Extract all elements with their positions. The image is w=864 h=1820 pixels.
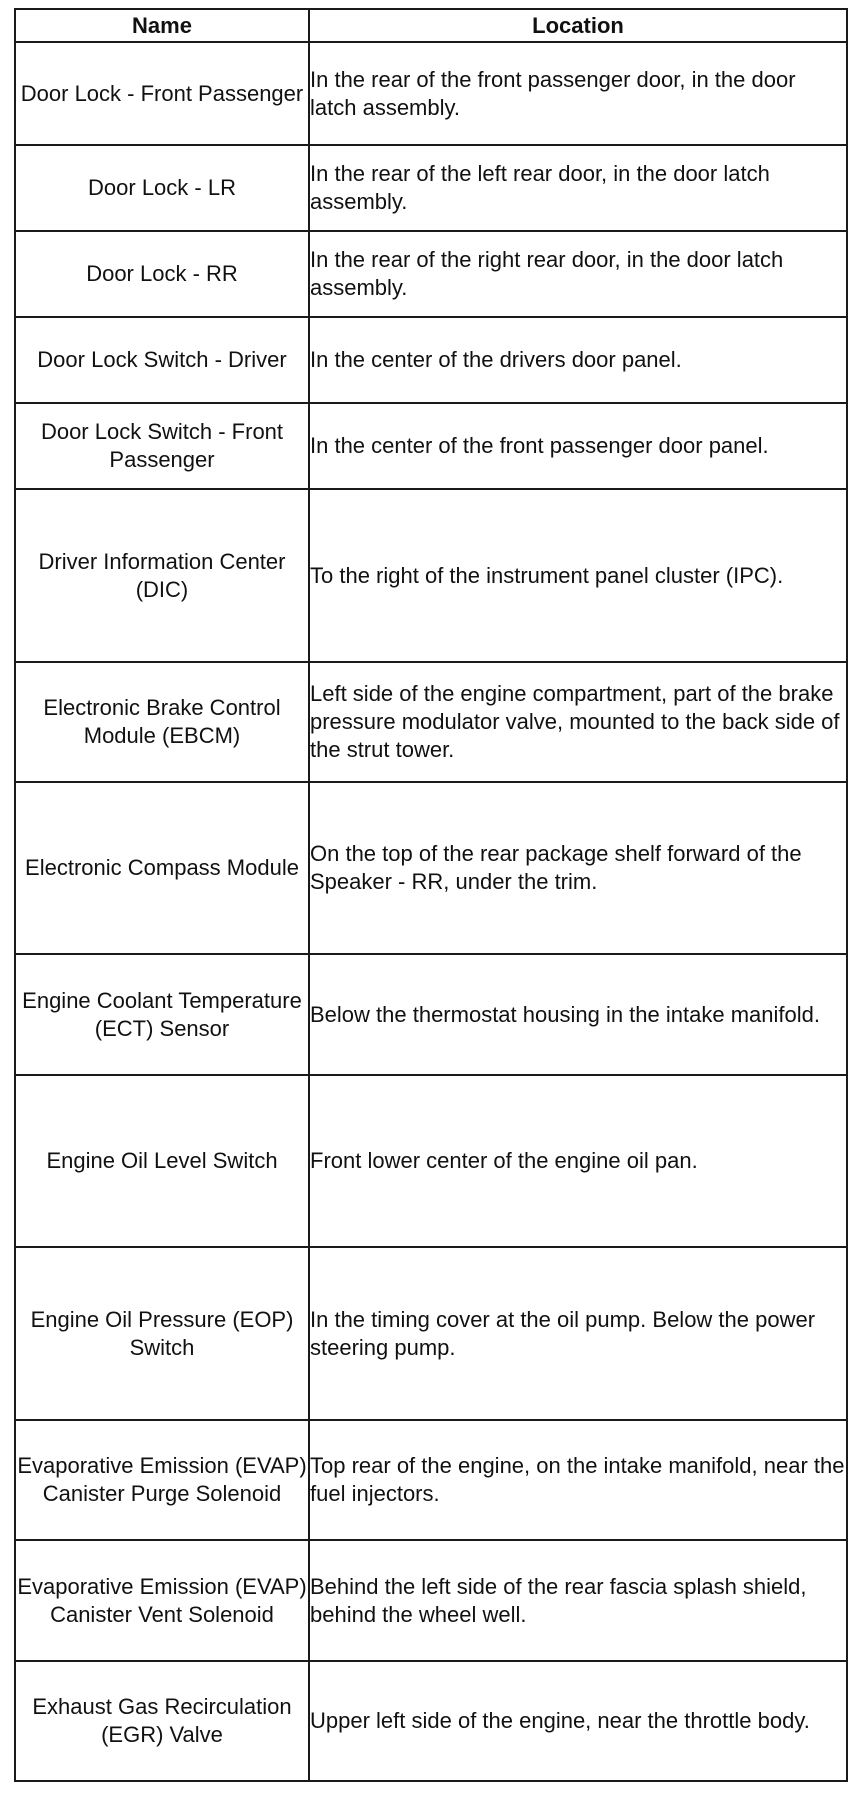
component-name: Door Lock - RR xyxy=(15,231,309,317)
table-row xyxy=(15,1661,847,1781)
component-location: In the rear of the right rear door, in the door latch assembly. xyxy=(309,231,847,317)
component-location: To the right of the instrument panel cluster (IPC). xyxy=(309,489,847,662)
table-row xyxy=(15,1420,847,1540)
component-location: Below the thermostat housing in the intake manifold. xyxy=(309,954,847,1075)
component-location: In the rear of the front passenger door, in the door latch assembly. xyxy=(309,42,847,145)
column-header-name: Name xyxy=(15,9,309,42)
component-name: Engine Oil Level Switch xyxy=(15,1075,309,1247)
component-location: In the center of the front passenger door panel. xyxy=(309,403,847,489)
component-name: Door Lock Switch - Driver xyxy=(15,317,309,403)
table-row xyxy=(15,1075,847,1247)
component-location: Front lower center of the engine oil pan. xyxy=(309,1075,847,1247)
component-name: Electronic Compass Module xyxy=(15,782,309,954)
component-location: On the top of the rear package shelf forward of the Speaker - RR, under the trim. xyxy=(309,782,847,954)
component-name: Engine Coolant Temperature (ECT) Sensor xyxy=(15,954,309,1075)
component-name: Door Lock - LR xyxy=(15,145,309,231)
table-row xyxy=(15,954,847,1075)
component-location: Top rear of the engine, on the intake manifold, near the fuel injectors. xyxy=(309,1420,847,1540)
component-location: In the timing cover at the oil pump. Below the power steering pump. xyxy=(309,1247,847,1420)
component-name: Evaporative Emission (EVAP) Canister Purge Solenoid xyxy=(15,1420,309,1540)
component-location: Behind the left side of the rear fascia splash shield, behind the wheel well. xyxy=(309,1540,847,1661)
table-row xyxy=(15,489,847,662)
component-name: Electronic Brake Control Module (EBCM) xyxy=(15,662,309,782)
component-name: Evaporative Emission (EVAP) Canister Vent Solenoid xyxy=(15,1540,309,1661)
component-location: In the rear of the left rear door, in the door latch assembly. xyxy=(309,145,847,231)
table-row xyxy=(15,1540,847,1661)
table-row xyxy=(15,42,847,145)
component-name: Door Lock Switch - Front Passenger xyxy=(15,403,309,489)
component-location: In the center of the drivers door panel. xyxy=(309,317,847,403)
table-header-row xyxy=(15,9,847,42)
component-location-table xyxy=(14,8,848,1782)
component-location: Upper left side of the engine, near the throttle body. xyxy=(309,1661,847,1781)
column-header-location: Location xyxy=(309,9,847,42)
table-row xyxy=(15,403,847,489)
table-row xyxy=(15,145,847,231)
component-name: Driver Information Center (DIC) xyxy=(15,489,309,662)
table-row xyxy=(15,317,847,403)
component-name: Door Lock - Front Passenger xyxy=(15,42,309,145)
table-row xyxy=(15,231,847,317)
table-row xyxy=(15,662,847,782)
component-name: Exhaust Gas Recirculation (EGR) Valve xyxy=(15,1661,309,1781)
table-row xyxy=(15,782,847,954)
component-location: Left side of the engine compartment, part of the brake pressure modulator valve, mounted to the back side of the strut tower. xyxy=(309,662,847,782)
component-name: Engine Oil Pressure (EOP) Switch xyxy=(15,1247,309,1420)
table-row xyxy=(15,1247,847,1420)
